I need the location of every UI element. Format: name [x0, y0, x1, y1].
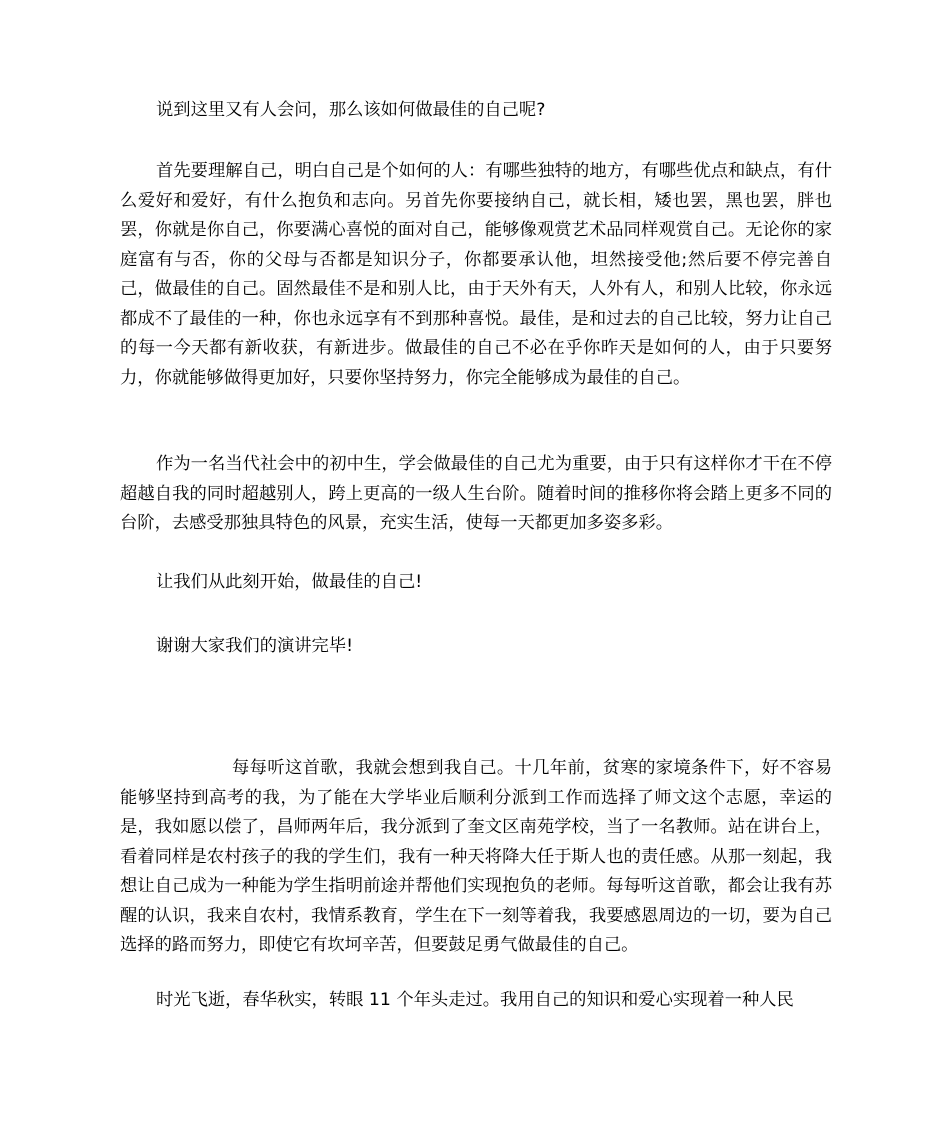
paragraph-thanks: 谢谢大家我们的演讲完毕!: [156, 636, 354, 656]
paragraph-know-yourself: 首先要理解自己，明白自己是个如何的人：有哪些独特的地方，有哪些优点和缺点，有什么爱好和爱好，有什么抱负和志向。另首先你要接纳自己，就长相，矮也罢，黑也罢，胖也罢，你就是你自己，你要满心喜悦的面对自己，能够像观赏艺术品同样观赏自己。无论你的家庭富有与否，你的父母与否都是知识分子，你都要承认他，坦然接受他;然后要不停完善自己，做最佳的自己。固然最佳不是和别人比，由于天外有天，人外有人，和别人比较，你永远都成不了最佳的一种，你也永远享有不到那种喜悦。最佳，是和过去的自己比较，努力让自己的每一今天都有新收获，有新进步。做最佳的自己不必在乎你昨天是如何的人，由于只要努力，你就能够做得更加好，只要你坚持努力，你完全能够成为最佳的自己。: [120, 161, 832, 388]
paragraph-time-flies: 时光飞逝，春华秋实，转眼 11 个年头走过。我用自己的知识和爱心实现着一种人民: [156, 990, 794, 1010]
paragraph-start-now: 让我们从此刻开始，做最佳的自己!: [156, 572, 423, 592]
paragraph-song-memory: 每每听这首歌，我就会想到我自己。十几年前，贫寒的家境条件下，好不容易能够坚持到高考的我，为了能在大学毕业后顺利分派到工作而选择了师文这个志愿，幸运的是，我如愿以偿了，昌师两年后，我分派到了奎文区南苑学校，当了一名教师。站在讲台上，看着同样是农村孩子的我的学生们，我有一种天将降大任于斯人也的责任感。从那一刻起，我想让自己成为一种能为学生指明前途并帮他们实现抱负的老师。每每听这首歌，都会让我有苏醒的认识，我来自农村，我情系教育，学生在下一刻等着我，我要感恩周边的一切，要为自己选择的路而努力，即使它有坎坷辛苦，但要鼓足勇气做最佳的自己。: [120, 758, 832, 955]
paragraph-question: 说到这里又有人会问，那么该如何做最佳的自己呢?: [156, 100, 546, 120]
paragraph-junior-student: 作为一名当代社会中的初中生，学会做最佳的自己尤为重要，由于只有这样你才干在不停超越自我的同时超越别人，跨上更高的一级人生台阶。随着时间的推移你将会踏上更多不同的台阶，去感受那独具特色的风景，充实生活，使每一天都更加多姿多彩。: [120, 454, 832, 533]
